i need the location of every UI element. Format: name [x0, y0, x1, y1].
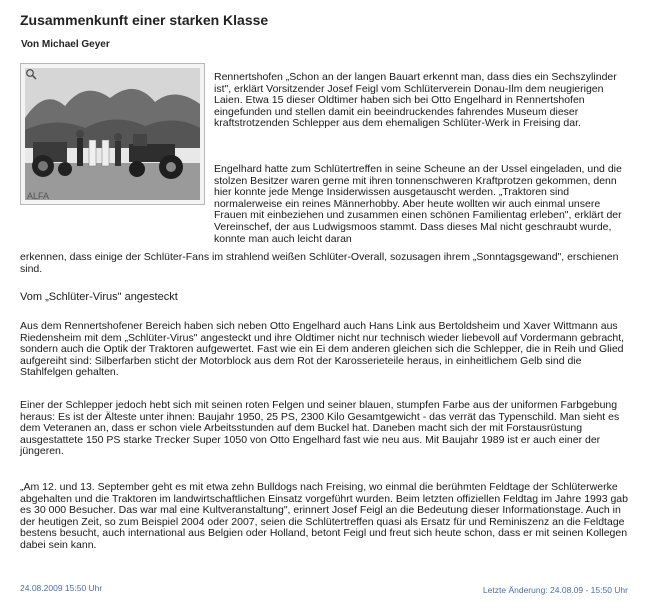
paragraph-intro: Rennertshofen „Schon an der langen Bauart erkennt man, dass dies ein Sechszylinder ist", erklärt Vorsitzender Josef Feigl vom Schlüterverein Donau-Ilm dem neugierigen Laien. Etwa 15 dieser Oldtimer haben sich bei Otto Engelhard in Rennertshofen eingefunden und stellen damit ein beeindruckendes fahrendes Museum dieser kraftstrotzenden Schlepper aus dem ehemaligen Schlüter-Werk in Freising dar. [214, 71, 617, 130]
paragraph-oldest-tractor: Einer der Schlepper jedoch hebt sich mit seinen roten Felgen und seiner blauen, stumpfen Farbe aus der uniformen Farbgebung heraus: Es ist der Älteste unter ihnen: Baujahr 1950, 25 PS, 2300 Kilo Gesamtgewicht - das verrät das Typenschild. Man sieht es dem Veteranen an, dass er schon viele Arbeitsstunden auf dem Buckel hat. Daneben macht sich der mit Forstausrüstung ausgestattete 150 PS starke Trecker Super 1050 von Otto Engelhard fast wie neu aus. Mit Baujahr 1989 ist er auch einer der jüngeren. [20, 399, 620, 458]
article-photo[interactable] [20, 63, 205, 205]
magnifier-icon[interactable] [25, 68, 37, 80]
paragraph-schluetertreffen-continued: erkennen, dass einige der Schlüter-Fans im strahlend weißen Schlüter-Overall, sozusagen ihrem „Sonntagsgewand", erschienen sind. [20, 251, 619, 275]
tractor-photo-image [25, 68, 200, 200]
article-author: Von Michael Geyer [21, 39, 110, 50]
paragraph-schluetertreffen: Engelhard hatte zum Schlütertreffen in seine Scheune an der Ussel eingeladen, und die stolzen Besitzer waren gerne mit ihren tonnenschweren Kraftprotzen gekommen, denn hier konnte jede Menge Insiderwissen ausgetauscht werden. „Traktoren sind normalerweise ein reines Männerhobby. Aber heute wollten wir auch einmal unsere Frauen mit einbeziehen und zusammen einen schönen Familientag erleben", erklärt der Vereinschef, der aus Ludwigsmoos stammt. Dass dieses Mal nicht geschraubt wurde, konnte man auch leicht daran [214, 163, 622, 245]
paragraph-virus: Aus dem Rennertshofener Bereich haben sich neben Otto Engelhard auch Hans Link aus Bertoldsheim und Xaver Wittmann aus Riedensheim mit dem „Schlüter-Virus" angesteckt und ihre Oldtimer nicht nur technisch wieder liebevoll auf Vordermann gebracht, sondern auch die Optik der Traktoren aufgewertet. Fast wie ein Ei dem anderen gleichen sich die Schlepper, die in Reih und Glied aufgereiht sind: Silberfarben sticht der Motorblock aus dem Rot der Karosserieteile heraus, in einheitlichem Gelb sind die Stahlfelgen gehalten. [20, 320, 625, 379]
paragraph-feldtage: „Am 12. und 13. September geht es mit etwa zehn Bulldogs nach Freising, wo einmal die berühmten Feldtage der Schlüterwerke abgehalten und die Traktoren im landwirtschaftlichen Einsatz vorgeführt wurden. Beim letzten offiziellen Feldtag im Jahre 1993 gab es 30 000 Besucher. Das war mal eine Kultveranstaltung", erinnert Josef Feigl an die Bedeutung dieser Informationstage. Auch in der heutigen Zeit, so zum Beispiel 2004 oder 2007, seien die Schlütertreffen quasi als Ersatz für und Reminiszenz an die Feldtage bestens besucht, auch international aus Belgien oder Holland, betont Feigl und freut sich heute schon, dass er mit seinen Kollegen dabei sein kann. [20, 481, 628, 551]
photo-caption: ALFA [27, 191, 50, 201]
article-title: Zusammenkunft einer starken Klasse [20, 12, 269, 28]
publish-date: 24.08.2009 15:50 Uhr [20, 583, 103, 593]
section-heading: Vom „Schlüter-Virus" angesteckt [20, 291, 178, 303]
last-change-date: Letzte Änderung: 24.08.09 - 15:50 Uhr [482, 585, 628, 595]
